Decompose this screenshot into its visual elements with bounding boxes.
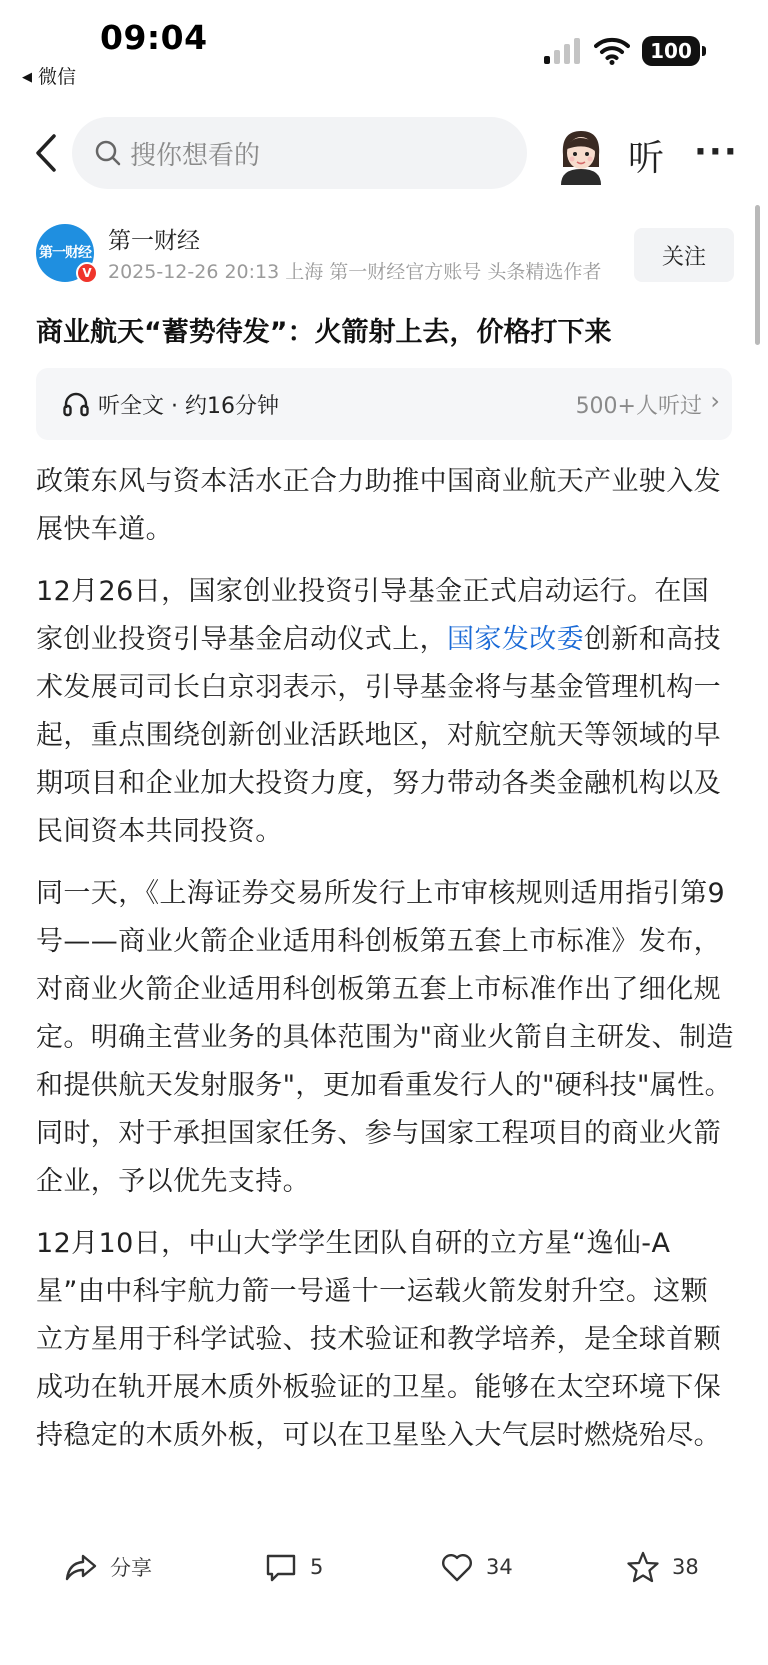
- star-icon: [626, 1550, 660, 1584]
- follow-button[interactable]: 关注: [634, 228, 734, 282]
- paragraph-3: 同一天，《上海证券交易所发行上市审核规则适用指引第9号——商业火箭企业适用科创板第五套上市标准》发布，对商业火箭企业适用科创板第五套上市标准作出了细化规定。明确主营业务的具体范围为"商业火箭自主研发、制造和提供航天发射服务"，更加看重发行人的"硬科技"属性。同时，对于承担国家任务、参与国家工程项目的商业火箭企业，予以优先支持。: [36, 878, 734, 1197]
- bottom-action-bar: [0, 1505, 768, 1665]
- paragraph-2-text-a: 12月26日，国家创业投资引导基金正式启动运行。在国家创业投资引导基金启动仪式上，: [36, 576, 710, 655]
- paragraph-2: [36, 568, 734, 856]
- back-to-app-button[interactable]: [22, 62, 76, 89]
- chevron-left-icon: [28, 128, 64, 178]
- author-name[interactable]: 第一财经: [108, 228, 200, 254]
- status-icons: [544, 36, 700, 66]
- article-title: 商业航天“蓄势待发”：火箭射上去，价格打下来: [36, 317, 612, 348]
- share-button[interactable]: [64, 1547, 152, 1587]
- listen-full-label: 听全文 · 约16分钟: [98, 394, 279, 419]
- comment-count: 5: [310, 1555, 324, 1579]
- battery-level: 100: [650, 39, 692, 63]
- avatar-girl-icon: [553, 125, 609, 185]
- favorite-button[interactable]: [626, 1547, 699, 1587]
- headphones-icon: [62, 390, 90, 418]
- like-count: 34: [486, 1555, 513, 1579]
- chevron-right-icon: ›: [710, 387, 720, 415]
- search-icon: [94, 139, 122, 167]
- cellular-signal-icon: [544, 38, 582, 64]
- author-logo[interactable]: [36, 224, 94, 282]
- article-body: [36, 458, 734, 1474]
- listen-count: 500+人听过: [575, 394, 702, 419]
- ndrc-link[interactable]: 国家发改委: [447, 624, 584, 655]
- favorite-count: 38: [672, 1555, 699, 1579]
- back-triangle-icon: ◀: [22, 70, 32, 85]
- listen-full-article-card[interactable]: [36, 368, 732, 440]
- share-label: 分享: [110, 1556, 152, 1580]
- status-time: 09:04: [100, 18, 208, 57]
- battery-icon: [642, 36, 700, 66]
- wifi-icon: [594, 37, 630, 65]
- search-input[interactable]: [72, 117, 527, 189]
- share-icon: [64, 1550, 98, 1584]
- heart-icon: [440, 1550, 474, 1584]
- verified-badge-icon: V: [76, 262, 98, 284]
- comment-button[interactable]: [264, 1547, 323, 1587]
- search-placeholder: 搜你想看的: [130, 140, 261, 171]
- author-logo-text: 第一财经: [39, 245, 91, 261]
- back-app-label: 微信: [38, 66, 77, 88]
- paragraph-1: 政策东风与资本活水正合力助推中国商业航天产业驶入发展快车道。: [36, 466, 721, 545]
- like-button[interactable]: [440, 1547, 513, 1587]
- more-options-button[interactable]: ···: [694, 132, 739, 172]
- user-avatar[interactable]: [553, 125, 609, 185]
- author-meta: 2025-12-26 20:13 上海 第一财经官方账号 头条精选作者: [108, 261, 602, 283]
- paragraph-2-text-b: 创新和高技术发展司司长白京羽表示，引导基金将与基金管理机构一起，重点围绕创新创业活跃地区，对航空航天等领域的早期项目和企业加大投资力度，努力带动各类金融机构以及民间资本共同投资。: [36, 624, 721, 847]
- paragraph-4: 12月10日，中山大学学生团队自研的立方星“逸仙-A星”由中科宇航力箭一号遥十一运载火箭发射升空。这颗立方星用于科学试验、技术验证和教学培养，是全球首颗成功在轨开展木质外板验证的卫星。能够在太空环境下保持稳定的木质外板，可以在卫星坠入大气层时燃烧殆尽。: [36, 1228, 721, 1451]
- nav-back-button[interactable]: [28, 128, 64, 178]
- listen-button[interactable]: 听: [628, 138, 665, 179]
- comment-icon: [264, 1550, 298, 1584]
- scrollbar[interactable]: [755, 205, 760, 345]
